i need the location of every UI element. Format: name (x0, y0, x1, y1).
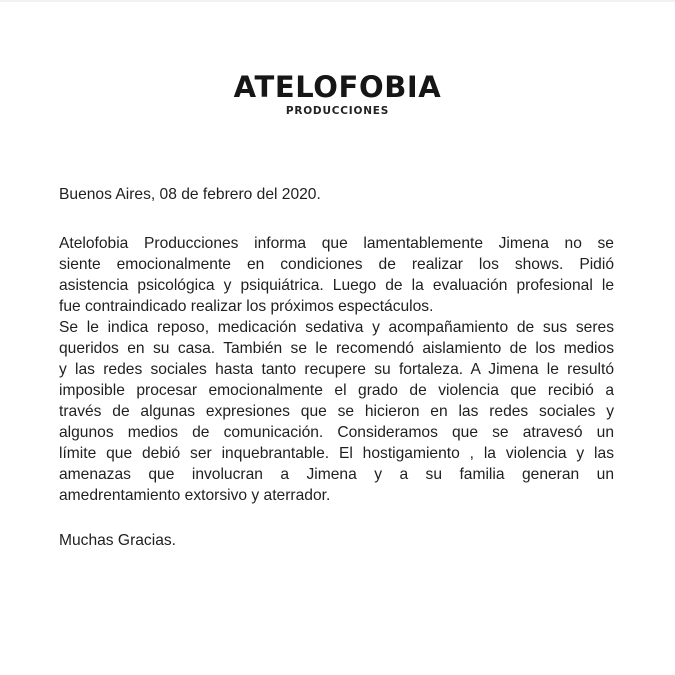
paragraph-line: amedrentamiento extorsivo y aterrador. (59, 487, 331, 504)
paragraph-line: imposible procesar emocionalmente el grado de violencia que recibió a (59, 382, 614, 399)
logo-title: ATELOFOBIA (233, 70, 442, 104)
paragraph-announcement (59, 233, 614, 317)
letter-dateline: Buenos Aires, 08 de febrero del 2020. (59, 186, 321, 203)
paragraph-line: queridos en su casa. También se le recomendó aislamiento de los medios (59, 340, 614, 357)
company-logo (0, 70, 675, 118)
paragraph-line: Atelofobia Producciones informa que lamentablemente Jimena no se (59, 235, 614, 252)
letter-closing: Muchas Gracias. (59, 532, 176, 549)
paragraph-line: amenazas que involucran a Jimena y a su familia generan un (59, 466, 614, 483)
paragraph-line: fue contraindicado realizar los próximos espectáculos. (59, 298, 434, 315)
paragraph-line: asistencia psicológica y psiquiátrica. Luego de la evaluación profesional le (59, 277, 614, 294)
paragraph-line: límite que debió ser inquebrantable. El hostigamiento , la violencia y las (59, 445, 614, 462)
logo-subtitle: PRODUCCIONES (285, 105, 390, 117)
top-border (0, 0, 675, 2)
paragraph-line: Se le indica reposo, medicación sedativa y acompañamiento de sus seres (59, 319, 614, 336)
letter-body (59, 184, 614, 551)
paragraph-line: través de algunas expresiones que se hicieron en las redes sociales y (59, 403, 614, 420)
paragraph-line: y las redes sociales hasta tanto recupere su fortaleza. A Jimena le resultó (59, 361, 614, 378)
paragraph-line: algunos medios de comunicación. Consideramos que se atravesó un (59, 424, 614, 441)
paragraph-details (59, 317, 614, 506)
paragraph-line: siente emocionalmente en condiciones de realizar los shows. Pidió (59, 256, 614, 273)
